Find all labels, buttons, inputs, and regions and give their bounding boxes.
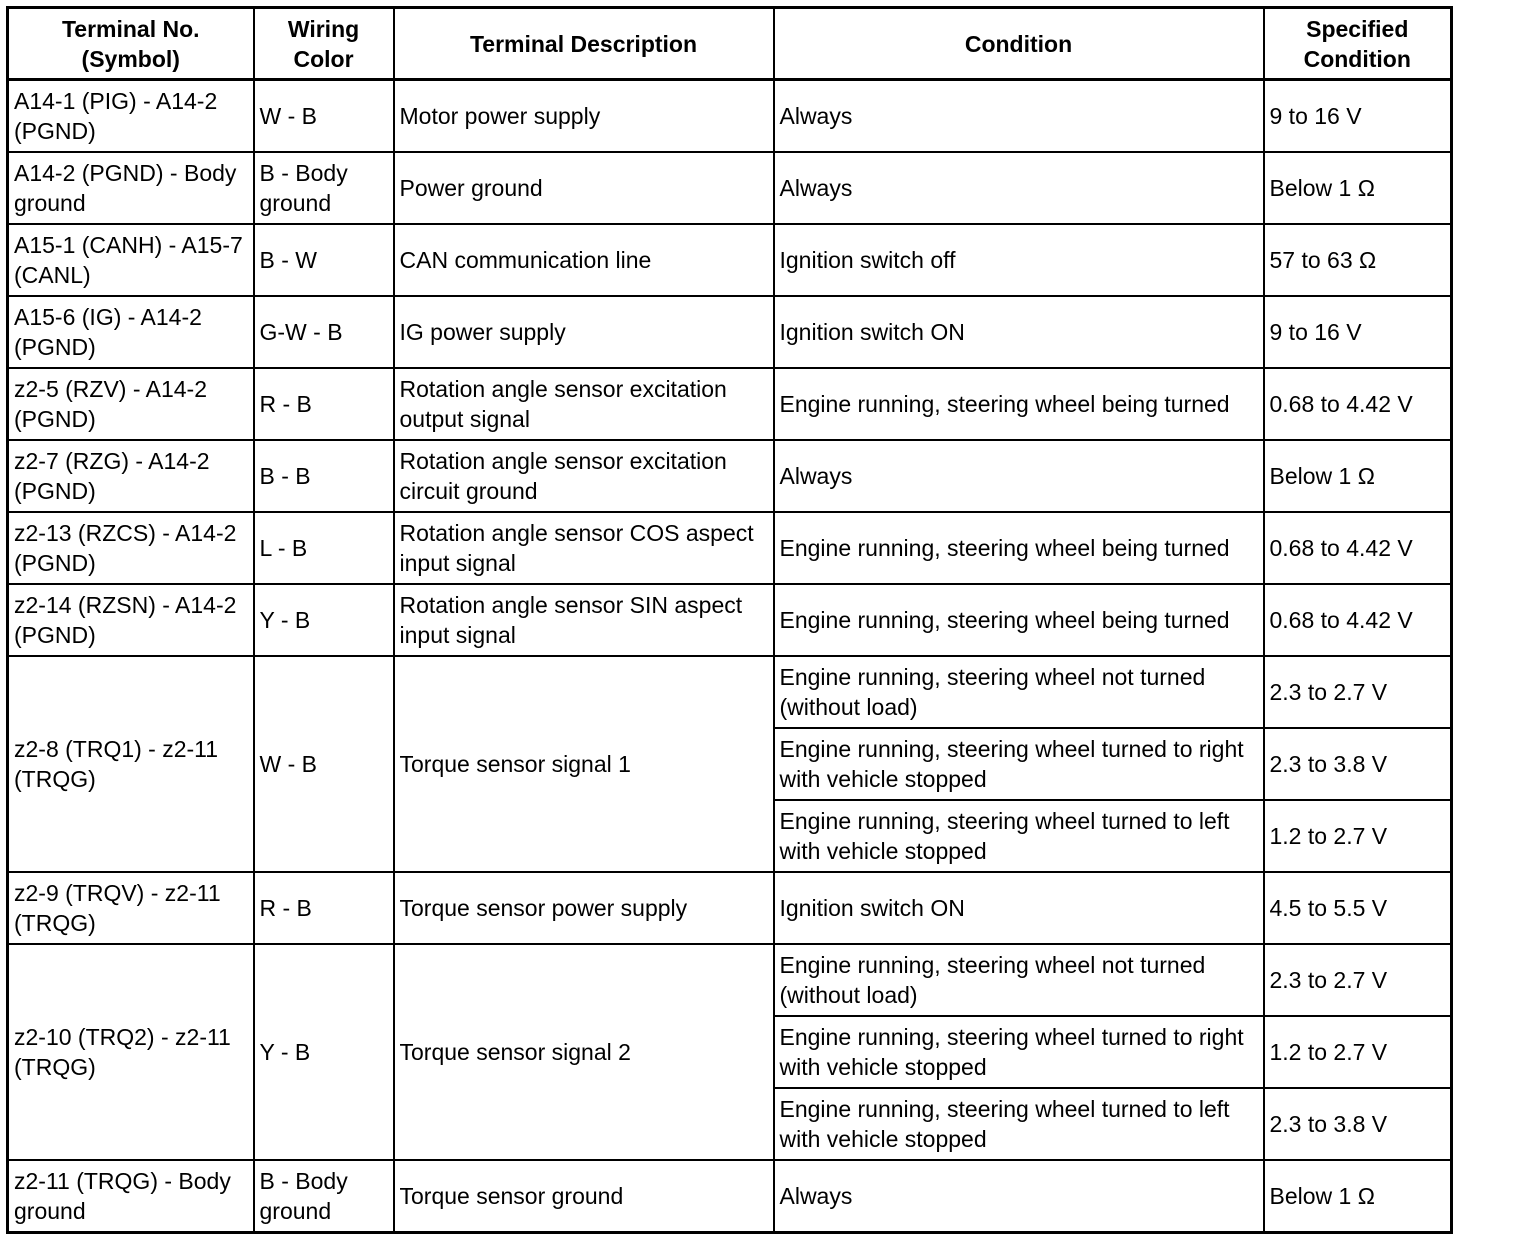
condition-cell: Ignition switch ON — [774, 872, 1264, 944]
header-specified-condition: Specified Condition — [1264, 8, 1452, 80]
terminal-cell: A15-1 (CANH) - A15-7 (CANL) — [8, 224, 254, 296]
terminal-cell: z2-13 (RZCS) - A14-2 (PGND) — [8, 512, 254, 584]
wiring-color-cell: B - W — [254, 224, 394, 296]
table-row — [8, 296, 1452, 368]
wiring-color-cell: G-W - B — [254, 296, 394, 368]
terminal-cell: z2-14 (RZSN) - A14-2 (PGND) — [8, 584, 254, 656]
header-row — [8, 8, 1452, 80]
terminal-cell: A14-2 (PGND) - Body ground — [8, 152, 254, 224]
terminal-description-cell: Rotation angle sensor COS aspect input signal — [394, 512, 774, 584]
specified-condition-cell: 0.68 to 4.42 V — [1264, 584, 1452, 656]
wiring-color-cell: B - Body ground — [254, 1160, 394, 1233]
terminal-cell: z2-5 (RZV) - A14-2 (PGND) — [8, 368, 254, 440]
table-row — [8, 872, 1452, 944]
wiring-color-cell: Y - B — [254, 584, 394, 656]
specified-condition-cell: 2.3 to 3.8 V — [1264, 728, 1452, 800]
header-terminal-description: Terminal Description — [394, 8, 774, 80]
terminal-description-cell: Rotation angle sensor excitation circuit ground — [394, 440, 774, 512]
condition-cell: Engine running, steering wheel turned to right with vehicle stopped — [774, 728, 1264, 800]
terminal-description-cell: Torque sensor signal 1 — [394, 656, 774, 872]
specified-condition-cell: 4.5 to 5.5 V — [1264, 872, 1452, 944]
table-row — [8, 584, 1452, 656]
table-row — [8, 152, 1452, 224]
condition-cell: Engine running, steering wheel turned to left with vehicle stopped — [774, 1088, 1264, 1160]
specified-condition-cell: 2.3 to 2.7 V — [1264, 656, 1452, 728]
table-row — [8, 944, 1452, 1016]
specified-condition-cell: 9 to 16 V — [1264, 80, 1452, 153]
header-terminal: Terminal No. (Symbol) — [8, 8, 254, 80]
terminal-description-cell: Torque sensor ground — [394, 1160, 774, 1233]
terminal-cell: A14-1 (PIG) - A14-2 (PGND) — [8, 80, 254, 153]
table-row — [8, 1160, 1452, 1233]
condition-cell: Always — [774, 1160, 1264, 1233]
condition-cell: Engine running, steering wheel being turned — [774, 368, 1264, 440]
terminal-cell: z2-10 (TRQ2) - z2-11 (TRQG) — [8, 944, 254, 1160]
wiring-color-cell: B - B — [254, 440, 394, 512]
specified-condition-cell: Below 1 Ω — [1264, 440, 1452, 512]
condition-cell: Engine running, steering wheel turned to left with vehicle stopped — [774, 800, 1264, 872]
specified-condition-cell: 57 to 63 Ω — [1264, 224, 1452, 296]
wiring-color-cell: R - B — [254, 872, 394, 944]
terminal-table — [6, 6, 1453, 1234]
wiring-color-cell: W - B — [254, 80, 394, 153]
condition-cell: Ignition switch ON — [774, 296, 1264, 368]
table-row — [8, 656, 1452, 728]
table-body — [8, 80, 1452, 1233]
specified-condition-cell: Below 1 Ω — [1264, 1160, 1452, 1233]
table-row — [8, 368, 1452, 440]
specified-condition-cell: Below 1 Ω — [1264, 152, 1452, 224]
wiring-color-cell: R - B — [254, 368, 394, 440]
condition-cell: Always — [774, 80, 1264, 153]
condition-cell: Always — [774, 152, 1264, 224]
specified-condition-cell: 9 to 16 V — [1264, 296, 1452, 368]
terminal-cell: z2-7 (RZG) - A14-2 (PGND) — [8, 440, 254, 512]
terminal-description-cell: CAN communication line — [394, 224, 774, 296]
table-row — [8, 80, 1452, 153]
specified-condition-cell: 2.3 to 2.7 V — [1264, 944, 1452, 1016]
condition-cell: Always — [774, 440, 1264, 512]
terminal-description-cell: Torque sensor power supply — [394, 872, 774, 944]
terminal-description-cell: Rotation angle sensor excitation output signal — [394, 368, 774, 440]
specified-condition-cell: 0.68 to 4.42 V — [1264, 512, 1452, 584]
specified-condition-cell: 2.3 to 3.8 V — [1264, 1088, 1452, 1160]
terminal-description-cell: Motor power supply — [394, 80, 774, 153]
terminal-description-cell: IG power supply — [394, 296, 774, 368]
table-row — [8, 224, 1452, 296]
terminal-description-cell: Torque sensor signal 2 — [394, 944, 774, 1160]
terminal-cell: A15-6 (IG) - A14-2 (PGND) — [8, 296, 254, 368]
condition-cell: Engine running, steering wheel being turned — [774, 512, 1264, 584]
terminal-cell: z2-11 (TRQG) - Body ground — [8, 1160, 254, 1233]
table-header — [8, 8, 1452, 80]
terminal-cell: z2-8 (TRQ1) - z2-11 (TRQG) — [8, 656, 254, 872]
table-row — [8, 440, 1452, 512]
condition-cell: Engine running, steering wheel not turned (without load) — [774, 944, 1264, 1016]
wiring-color-cell: W - B — [254, 656, 394, 872]
terminal-table-container — [6, 6, 1453, 1234]
table-row — [8, 512, 1452, 584]
condition-cell: Engine running, steering wheel not turned (without load) — [774, 656, 1264, 728]
specified-condition-cell: 0.68 to 4.42 V — [1264, 368, 1452, 440]
condition-cell: Engine running, steering wheel turned to right with vehicle stopped — [774, 1016, 1264, 1088]
terminal-description-cell: Rotation angle sensor SIN aspect input signal — [394, 584, 774, 656]
wiring-color-cell: L - B — [254, 512, 394, 584]
condition-cell: Ignition switch off — [774, 224, 1264, 296]
terminal-cell: z2-9 (TRQV) - z2-11 (TRQG) — [8, 872, 254, 944]
specified-condition-cell: 1.2 to 2.7 V — [1264, 1016, 1452, 1088]
specified-condition-cell: 1.2 to 2.7 V — [1264, 800, 1452, 872]
terminal-description-cell: Power ground — [394, 152, 774, 224]
condition-cell: Engine running, steering wheel being turned — [774, 584, 1264, 656]
wiring-color-cell: Y - B — [254, 944, 394, 1160]
wiring-color-cell: B - Body ground — [254, 152, 394, 224]
header-condition: Condition — [774, 8, 1264, 80]
header-wiring-color: Wiring Color — [254, 8, 394, 80]
